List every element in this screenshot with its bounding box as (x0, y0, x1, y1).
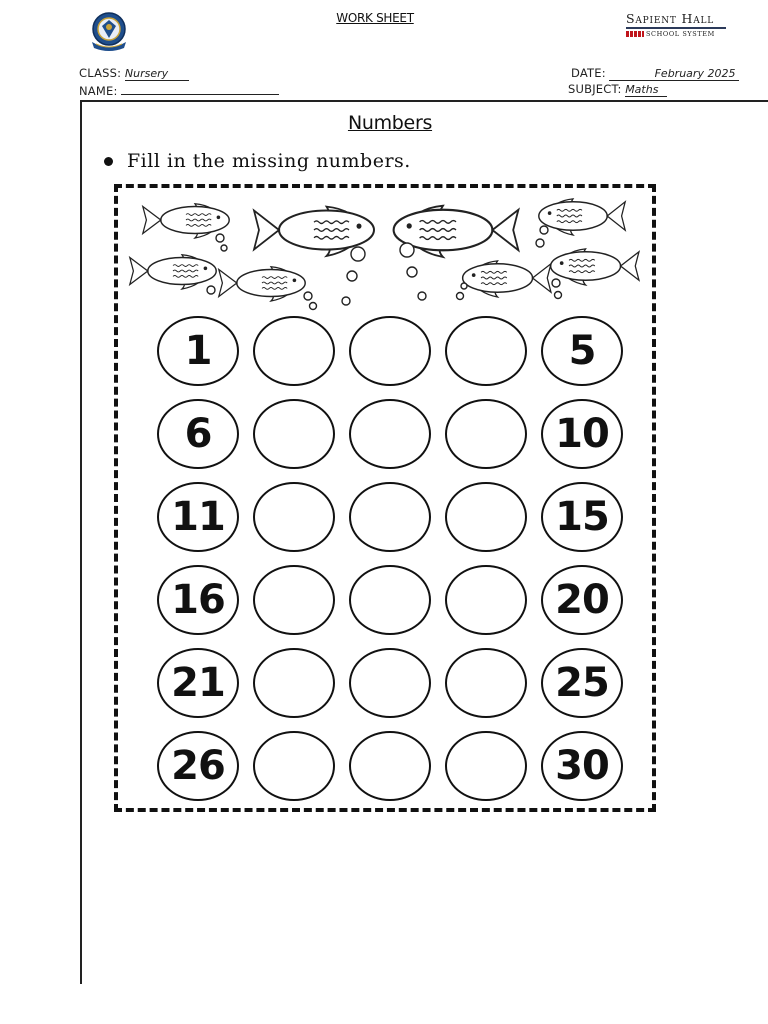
number-circle: 25 (541, 648, 623, 718)
class-label: CLASS: (79, 66, 122, 80)
fish-7 (463, 261, 551, 297)
blank-number-circle[interactable] (349, 565, 431, 635)
blank-number-circle[interactable] (349, 731, 431, 801)
number-circle: 30 (541, 731, 623, 801)
name-label: NAME: (79, 84, 118, 98)
fish-5 (130, 255, 216, 289)
blank-number-circle[interactable] (253, 316, 335, 386)
header-divider (80, 100, 768, 102)
fish-decoration (114, 184, 656, 314)
subject-value[interactable]: Maths (625, 84, 667, 97)
school-crest-logo (86, 8, 132, 54)
name-field (79, 82, 279, 98)
number-circle: 10 (541, 399, 623, 469)
blank-number-circle[interactable] (445, 565, 527, 635)
number-circle: 1 (157, 316, 239, 386)
number-circle: 16 (157, 565, 239, 635)
subject-label: SUBJECT: (568, 82, 622, 96)
blank-number-circle[interactable] (253, 648, 335, 718)
blank-number-circle[interactable] (349, 482, 431, 552)
fish-1 (143, 204, 229, 238)
blank-number-circle[interactable] (349, 399, 431, 469)
number-circle: 26 (157, 731, 239, 801)
number-circle: 15 (541, 482, 623, 552)
fish-4 (539, 199, 625, 235)
brand-subtitle-row (626, 30, 726, 38)
brand-name: Sapient Hall (626, 12, 726, 29)
name-value[interactable] (121, 82, 279, 95)
blank-number-circle[interactable] (445, 399, 527, 469)
instruction-text: Fill in the missing numbers. (127, 150, 411, 172)
bullet-icon (104, 157, 113, 166)
fish-8 (551, 249, 639, 285)
fish-6 (219, 267, 305, 301)
instruction (104, 150, 411, 172)
blank-number-circle[interactable] (349, 648, 431, 718)
blank-number-circle[interactable] (253, 482, 335, 552)
brand-stripes (626, 31, 644, 37)
number-circle: 20 (541, 565, 623, 635)
class-field (79, 66, 189, 81)
blank-number-circle[interactable] (349, 316, 431, 386)
blank-number-circle[interactable] (253, 731, 335, 801)
blank-number-circle[interactable] (445, 648, 527, 718)
number-circle: 5 (541, 316, 623, 386)
subject-field (568, 82, 667, 97)
worksheet-heading: Numbers (347, 112, 433, 134)
date-label: DATE: (571, 66, 606, 80)
class-value[interactable]: Nursery (125, 68, 189, 81)
blank-number-circle[interactable] (445, 316, 527, 386)
blank-number-circle[interactable] (445, 731, 527, 801)
date-field (571, 66, 739, 81)
number-circle: 21 (157, 648, 239, 718)
number-circle: 6 (157, 399, 239, 469)
school-brand-logo (626, 12, 726, 38)
blank-number-circle[interactable] (253, 565, 335, 635)
date-value[interactable]: February 2025 (609, 68, 739, 81)
brand-subtitle: SCHOOL SYSTEM (646, 30, 715, 38)
left-margin-line (80, 100, 82, 984)
number-circle: 11 (157, 482, 239, 552)
worksheet-title: WORK SHEET (336, 11, 414, 25)
blank-number-circle[interactable] (253, 399, 335, 469)
blank-number-circle[interactable] (445, 482, 527, 552)
